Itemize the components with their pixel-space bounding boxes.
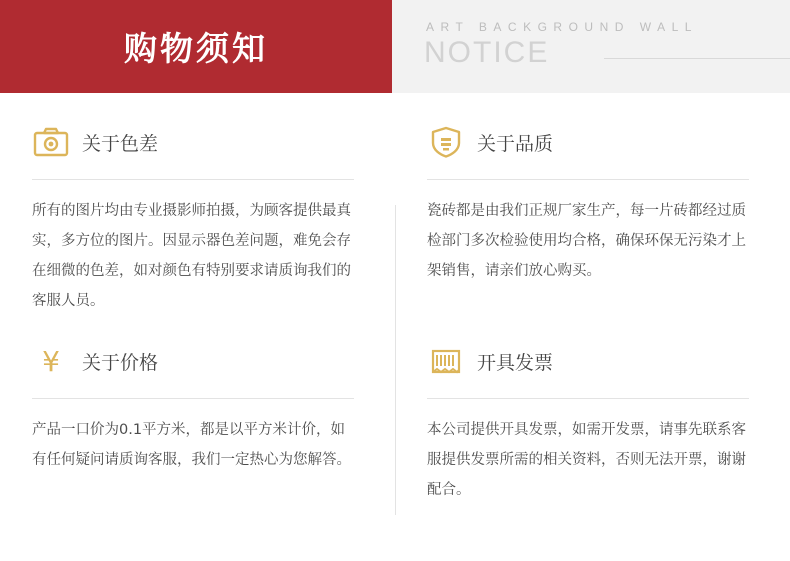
- notice-grid: [0, 93, 790, 561]
- notice-divider: [427, 398, 749, 399]
- svg-text:¥: ¥: [42, 345, 60, 378]
- invoice-icon: [427, 342, 465, 380]
- header-english-block: [392, 0, 790, 93]
- notice-header: [427, 119, 750, 165]
- notice-header: [32, 119, 355, 165]
- notice-title: 关于色差: [82, 132, 159, 155]
- shield-icon: [427, 123, 465, 161]
- notice-title: 关于品质: [477, 132, 554, 155]
- header-english-title: NOTICE: [424, 36, 550, 69]
- camera-icon: [32, 123, 70, 161]
- notice-body: 所有的图片均由专业摄影师拍摄，为顾客提供最真实，多方位的图片。因显示器色差问题，难免会存在细微的色差，如对颜色有特别要求请质询我们的客服人员。: [32, 203, 351, 309]
- header-title-block: [0, 0, 392, 93]
- notice-title: 关于价格: [82, 351, 159, 374]
- notice-row: [0, 93, 790, 316]
- notice-title: 开具发票: [477, 351, 554, 374]
- notice-body: 产品一口价为0.1平方米，都是以平方米计价，如有任何疑问请质询客服，我们一定热心为您解答。: [32, 422, 351, 468]
- yuan-icon: [32, 342, 70, 380]
- notice-divider: [427, 179, 749, 180]
- notice-body: 瓷砖都是由我们正规厂家生产，每一片砖都经过质检部门多次检验使用均合格，确保环保无污染才上架销售，请亲们放心购买。: [427, 203, 746, 279]
- notice-block-quality: [395, 93, 790, 316]
- header-divider: [604, 58, 790, 59]
- page-title: 购物须知: [124, 29, 268, 68]
- notice-block-price: [0, 316, 395, 505]
- notice-divider: [32, 179, 354, 180]
- notice-row: [0, 316, 790, 505]
- notice-header: [32, 338, 355, 384]
- notice-body: 本公司提供开具发票，如需开发票，请事先联系客服提供发票所需的相关资料，否则无法开票，谢谢配合。: [427, 422, 746, 498]
- notice-divider: [32, 398, 354, 399]
- notice-header: [427, 338, 750, 384]
- notice-block-color: [0, 93, 395, 316]
- page-header: [0, 0, 790, 93]
- header-english-subtitle: ART BACKGROUND WALL: [426, 20, 698, 34]
- notice-block-invoice: [395, 316, 790, 505]
